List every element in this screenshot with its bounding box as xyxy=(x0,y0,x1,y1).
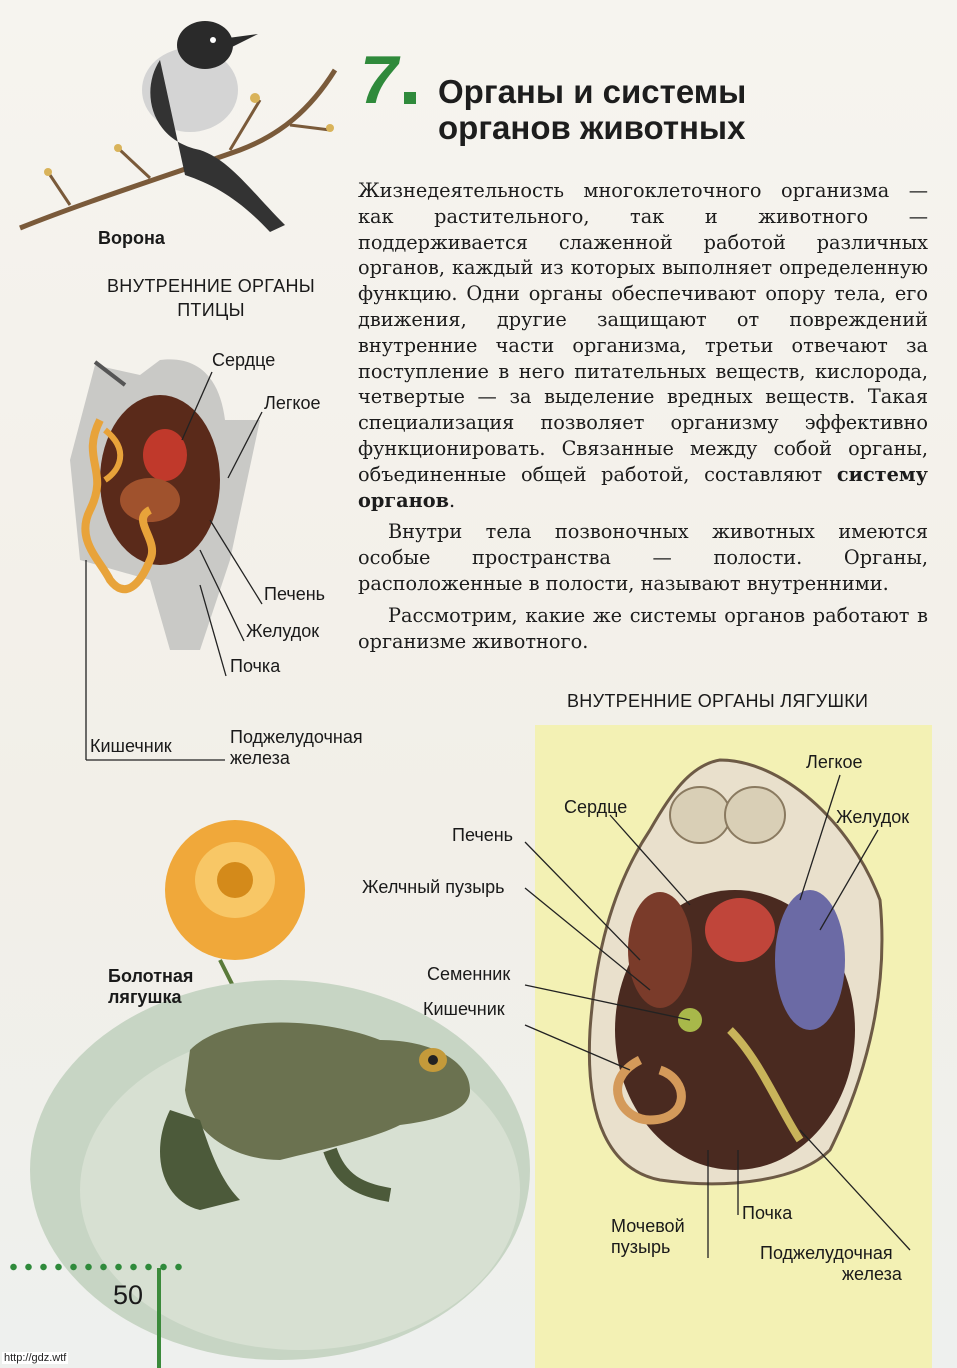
watermark: http://gdz.wtf xyxy=(4,1352,67,1364)
frog-illustration xyxy=(30,980,530,1360)
frog-label-bladder-line-2: пузырь xyxy=(611,1237,671,1257)
frog-label-pancreas-line-2: железа xyxy=(842,1264,902,1284)
frog-organs-heading: ВНУТРЕННИЕ ОРГАНЫ ЛЯГУШКИ xyxy=(567,691,869,711)
bird-label-kidney: Почка xyxy=(230,656,281,676)
frog-label-intestine: Кишечник xyxy=(423,999,505,1019)
bird-label-heart: Сердце xyxy=(212,350,276,370)
frog-label-lung: Легкое xyxy=(806,752,863,772)
frog-label-heart: Сердце xyxy=(564,797,628,817)
paragraph-1-text: Жизнедеятельность многоклеточного организма — как растительного, так и животного — поддерживается слаженной работой различных органов, каждый из которых выполняет определенную функцию. Одни органы обеспечивают опору тела, его движения, другие защищают от повреждений внутренние части организма, третьи отвечают за поступление в него питательных веществ, кислорода, четвертые — за выделение вредных веществ. Такая специализация позволяет организму эффективно функционировать. Связанные между собой органы, объединенные общей работой, составляют xyxy=(358,179,928,486)
frog-caption: Болотная лягушка xyxy=(108,966,194,1007)
paragraph-1-end: . xyxy=(449,488,456,512)
crow-caption: Ворона xyxy=(98,228,165,248)
bird-organs-illustration xyxy=(70,359,260,650)
chapter-title: Органы и системы органов животных xyxy=(438,73,747,146)
frog-label-testis: Семенник xyxy=(427,964,511,984)
bird-label-pancreas-line-1: Поджелудочная xyxy=(230,727,363,747)
bird-label-stomach: Желудок xyxy=(246,621,320,641)
frog-label-pancreas-line-1: Поджелудочная xyxy=(760,1243,893,1263)
page-number-bar xyxy=(157,1268,161,1368)
page-number: 50 xyxy=(113,1280,144,1310)
crow-illustration xyxy=(20,21,335,232)
key-term: систему органов xyxy=(358,462,928,512)
bird-label-pancreas-line-2: железа xyxy=(230,748,290,768)
frog-label-stomach: Желудок xyxy=(836,807,910,827)
bird-label-intestine: Кишечник xyxy=(90,736,172,756)
paragraph-2: Внутри тела позвоночных животных имеются особые пространства — полости. Органы, расположенные в полости, называют внутренними. xyxy=(358,520,928,595)
bird-organs-heading: ВНУТРЕННИЕ ОРГАНЫ ПТИЦЫ xyxy=(107,276,315,320)
frog-label-gallbladder: Желчный пузырь xyxy=(362,877,505,897)
bird-label-liver: Печень xyxy=(264,584,326,604)
frog-label-liver: Печень xyxy=(452,825,514,845)
bird-label-lung: Легкое xyxy=(264,393,321,413)
frog-label-bladder-line-1: Мочевой xyxy=(611,1216,685,1236)
body-text xyxy=(358,178,928,654)
paragraph-3: Рассмотрим, какие же системы органов работают в организме животного. xyxy=(358,603,928,653)
chapter-number-dot xyxy=(404,92,416,104)
frog-label-kidney: Почка xyxy=(742,1203,793,1223)
chapter-number: 7 xyxy=(360,42,398,118)
paragraph-1 xyxy=(358,178,928,513)
